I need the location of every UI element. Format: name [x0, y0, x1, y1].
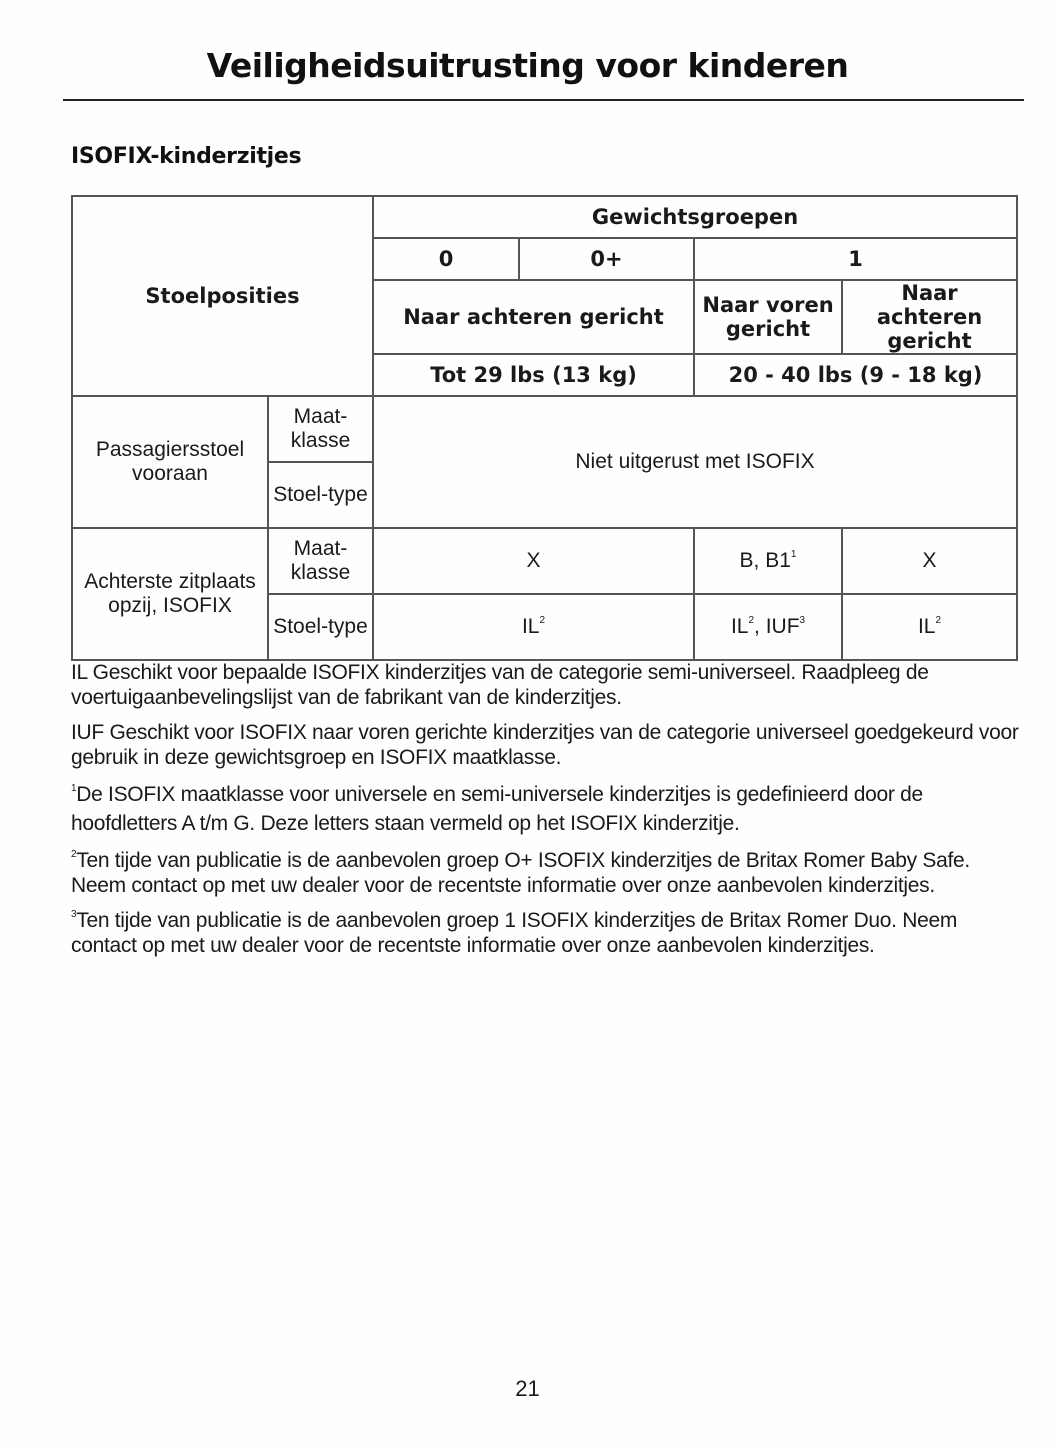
weight-groups-header: Gewichtsgroepen	[373, 196, 1017, 238]
size-class-label: Maat-klasse	[268, 528, 373, 594]
group-0plus-header: 0+	[519, 238, 694, 280]
seat-positions-header: Stoelposities	[72, 196, 373, 396]
seat-type-forward-group1: $IL^2$, IUF$^3$	[694, 594, 842, 660]
isofix-table	[71, 195, 1018, 661]
footnotes	[71, 660, 1021, 968]
not-equipped-cell: Niet uitgerust met ISOFIX	[373, 396, 1017, 528]
seat-type-rear-group1: $IL^2$	[842, 594, 1017, 660]
footnote-1: $^1$De ISOFIX maatklasse voor universele en semi-universele kinderzitjes is gedefinieerd door de hoofdletters A t/m G. Deze letters staan vermeld op het ISOFIX kinderzitje.	[71, 783, 923, 835]
note-il: IL Geschikt voor bepaalde ISOFIX kinderzitjes van de categorie semi-universeel. Raadpleeg de voertuigaanbevelingslijst van de fabrikant van de kinderzitjes.	[71, 661, 929, 709]
group-1-header: 1	[694, 238, 1017, 280]
section-title: ISOFIX-kinderzitjes	[71, 144, 302, 169]
footnote-3: $^3$Ten tijde van publicatie is de aanbevolen groep 1 ISOFIX kinderzitjes de Britax Romer Duo. Neem contact op met uw dealer voor de recentste informatie over onze aanbevolen kinderzitjes.	[71, 909, 958, 957]
size-class-forward-group1: B, $B1^1$	[694, 528, 842, 594]
group-0-header: 0	[373, 238, 519, 280]
weight-group0: Tot 29 lbs (13 kg)	[373, 354, 694, 396]
direction-rear-group1: Naar achteren gericht	[842, 280, 1017, 354]
seat-type-label: Stoel-type	[268, 594, 373, 660]
size-class-group0: X	[373, 528, 694, 594]
title-divider	[63, 99, 1024, 101]
weight-group1: 20 - 40 lbs (9 - 18 kg)	[694, 354, 1017, 396]
page-title: Veiligheidsuitrusting voor kinderen	[206, 46, 849, 85]
seat-type-group0: $IL^2$	[373, 594, 694, 660]
size-class-label: Maat-klasse	[268, 396, 373, 462]
page-number: 21	[515, 1376, 540, 1401]
direction-rear-group0: Naar achteren gericht	[373, 280, 694, 354]
seat-type-label: Stoel-type	[268, 462, 373, 528]
row-rear-outboard-position: Achterste zitplaats opzij, ISOFIX	[72, 528, 268, 660]
size-class-rear-group1: X	[842, 528, 1017, 594]
note-iuf: IUF Geschikt voor ISOFIX naar voren gerichte kinderzitjes van de categorie universeel goedgekeurd voor gebruik in deze gewichtsgroep en ISOFIX maatklasse.	[71, 721, 1019, 769]
direction-forward-group1: Naar voren gericht	[694, 280, 842, 354]
row-front-passenger-position: Passagiersstoel vooraan	[72, 396, 268, 528]
footnote-2: $^2$Ten tijde van publicatie is de aanbevolen groep O+ ISOFIX kinderzitjes de Britax Romer Baby Safe. Neem contact op met uw dealer voor de recentste informatie over onze aanbevolen kinderzitjes.	[71, 849, 970, 897]
